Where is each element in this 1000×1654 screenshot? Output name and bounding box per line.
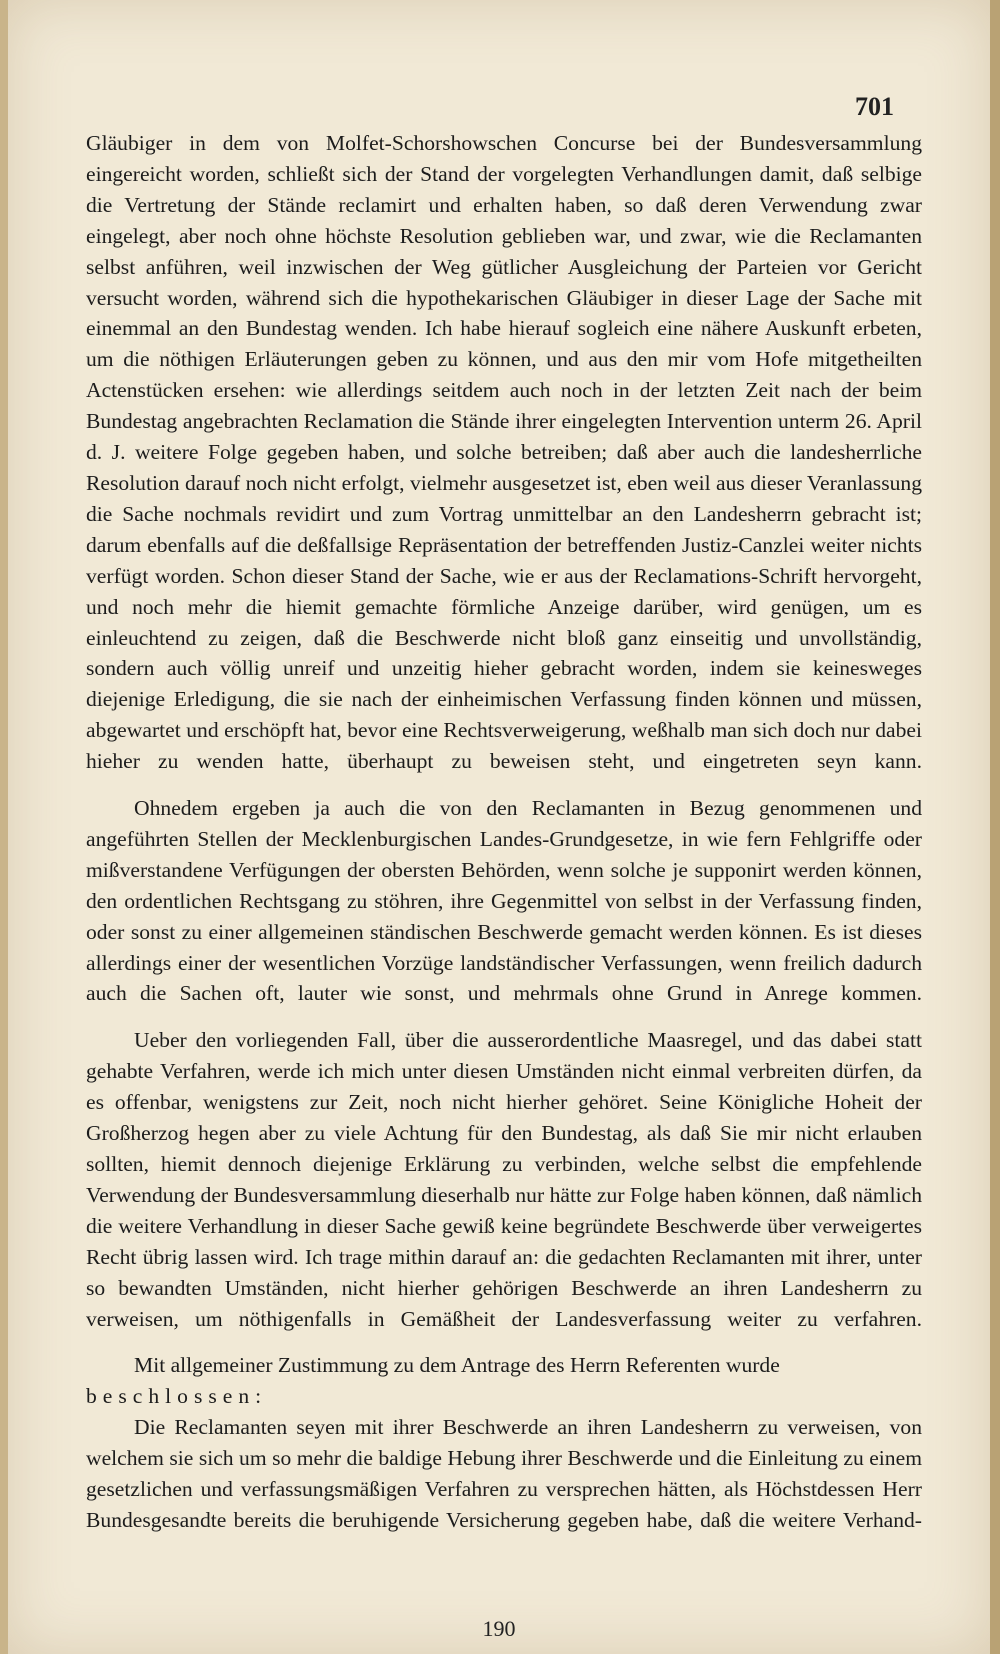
paragraph-resolution: Die Reclamanten seyen mit ihrer Beschwerde an ihren Landesherrn zu verweisen, von welchem sie sich um so mehr die baldige Hebung ihrer Beschwerde und die Einleitung zu einem gesetzlichen und verfassungsmäßigen Verfahren zu versprechen hätten, als Höchstdessen Herr Bundesgesandte bereits die beruhigende Versicherung gegeben habe, daß die weitere Verhand- <box>86 1415 922 1532</box>
page-number: 701 <box>855 92 894 121</box>
paragraph-ohnedem: Ohnedem ergeben ja auch die von den Reclamanten in Bezug genommenen und angeführten Stellen der Mecklenburgischen Landes-Grundgesetze, in wie fern Fehlgriffe oder mißverstandene Verfügungen der obersten Behörden, wenn solche je supponirt werden können, den ordentlichen Rechtsgang zu stöhren, ihre Gegenmittel von selbst in der Verfassung finden, oder sonst zu einer allgemeinen ständischen Beschwerde gemacht werden können. Es ist dieses allerdings einer der wesentlichen Vorzüge landständischer Verfassungen, wenn freilich dadurch auch die Sachen oft, lauter wie sonst, und mehrmals ohne Grund in Anrege kommen. <box>86 796 922 1006</box>
resolution-heading: beschlossen: <box>86 1384 268 1409</box>
paragraph-zustimmung: Mit allgemeiner Zustimmung zu dem Antrage des Herrn Referenten wurde <box>134 1353 780 1378</box>
paragraph-continuation: Gläubiger in dem von Molfet-Schorshowschen Concurse bei der Bundesversammlung eingereicht worden, schließt sich der Stand der vorgelegten Verhandlungen damit, daß selbige die Vertretung der Stände reclamirt und erhalten haben, so daß deren Verwendung zwar eingelegt, aber noch ohne höchste Resolution geblieben war, und zwar, wie die Reclamanten selbst anführen, weil inzwischen der Weg gütlicher Ausgleichung der Parteien vor Gericht versucht worden, während sich die hypothekarischen Gläubiger in dieser Lage der Sache mit einemmal an den Bundestag wenden. Ich habe hierauf sogleich eine nähere Auskunft erbeten, um die nöthigen Erläuterungen geben zu können, und aus den mir vom Hofe mitgetheilten Actenstücken ersehen: wie allerdings seitdem auch noch in der letzten Zeit nach der beim Bundestag angebrachten Reclamation die Stände ihrer eingelegten Intervention unterm 26. April d. J. weitere Folge gegeben haben, und solche betreiben; daß aber auch die landesherrliche Resolution darauf noch nicht erfolgt, vielmehr ausgesetzet ist, eben weil aus dieser Veranlassung die Sache nochmals revidirt und zum Vortrag unmittelbar an den Landesherrn gebracht ist; darum ebenfalls auf die deßfallsige Repräsentation der betreffenden Justiz-Canzlei weiter nichts verfügt worden. Schon dieser Stand der Sache, wie er aus der Reclamations-Schrift hervorgeht, und noch mehr die hiemit gemachte förmliche Anzeige darüber, wird genügen, um es einleuchtend zu zeigen, daß die Beschwerde nicht bloß ganz einseitig und unvollständig, sondern auch völlig unreif und unzeitig hieher gebracht worden, indem sie keinesweges diejenige Erledigung, die sie nach der einheimischen Verfassung finden können und müssen, abgewartet und erschöpft hat, bevor eine Rechtsverweigerung, weßhalb man sich doch nur dabei hieher zu wenden hatte, überhaupt zu beweisen steht, und eingetreten seyn kann. <box>86 131 922 774</box>
body-text <box>86 128 922 1536</box>
signature-mark: 190 <box>482 1616 516 1641</box>
paragraph-ueber: Ueber den vorliegenden Fall, über die ausserordentliche Maasregel, und das dabei statt gehabte Verfahren, werde ich mich unter diesen Umständen nicht einmal verbreiten dürfen, da es offenbar, wenigstens zur Zeit, noch nicht hierher gehöret. Seine Königliche Hoheit der Großherzog hegen aber zu viele Achtung für den Bundestag, als daß Sie mir nicht erlauben sollten, hiemit dennoch diejenige Erklärung zu verbinden, welche selbst die empfehlende Verwendung der Bundesversammlung dieserhalb nur hätte zur Folge haben können, daß nämlich die weitere Verhandlung in dieser Sache gewiß keine begründete Beschwerde über verweigertes Recht übrig lassen wird. Ich trage mithin darauf an: die gedachten Reclamanten mit ihrer, unter so bewandten Umständen, nicht hierher gehörigen Beschwerde an ihren Landesherrn zu verweisen, um nöthigenfalls in Gemäßheit der Landesverfassung weiter zu verfahren. <box>86 1028 922 1331</box>
